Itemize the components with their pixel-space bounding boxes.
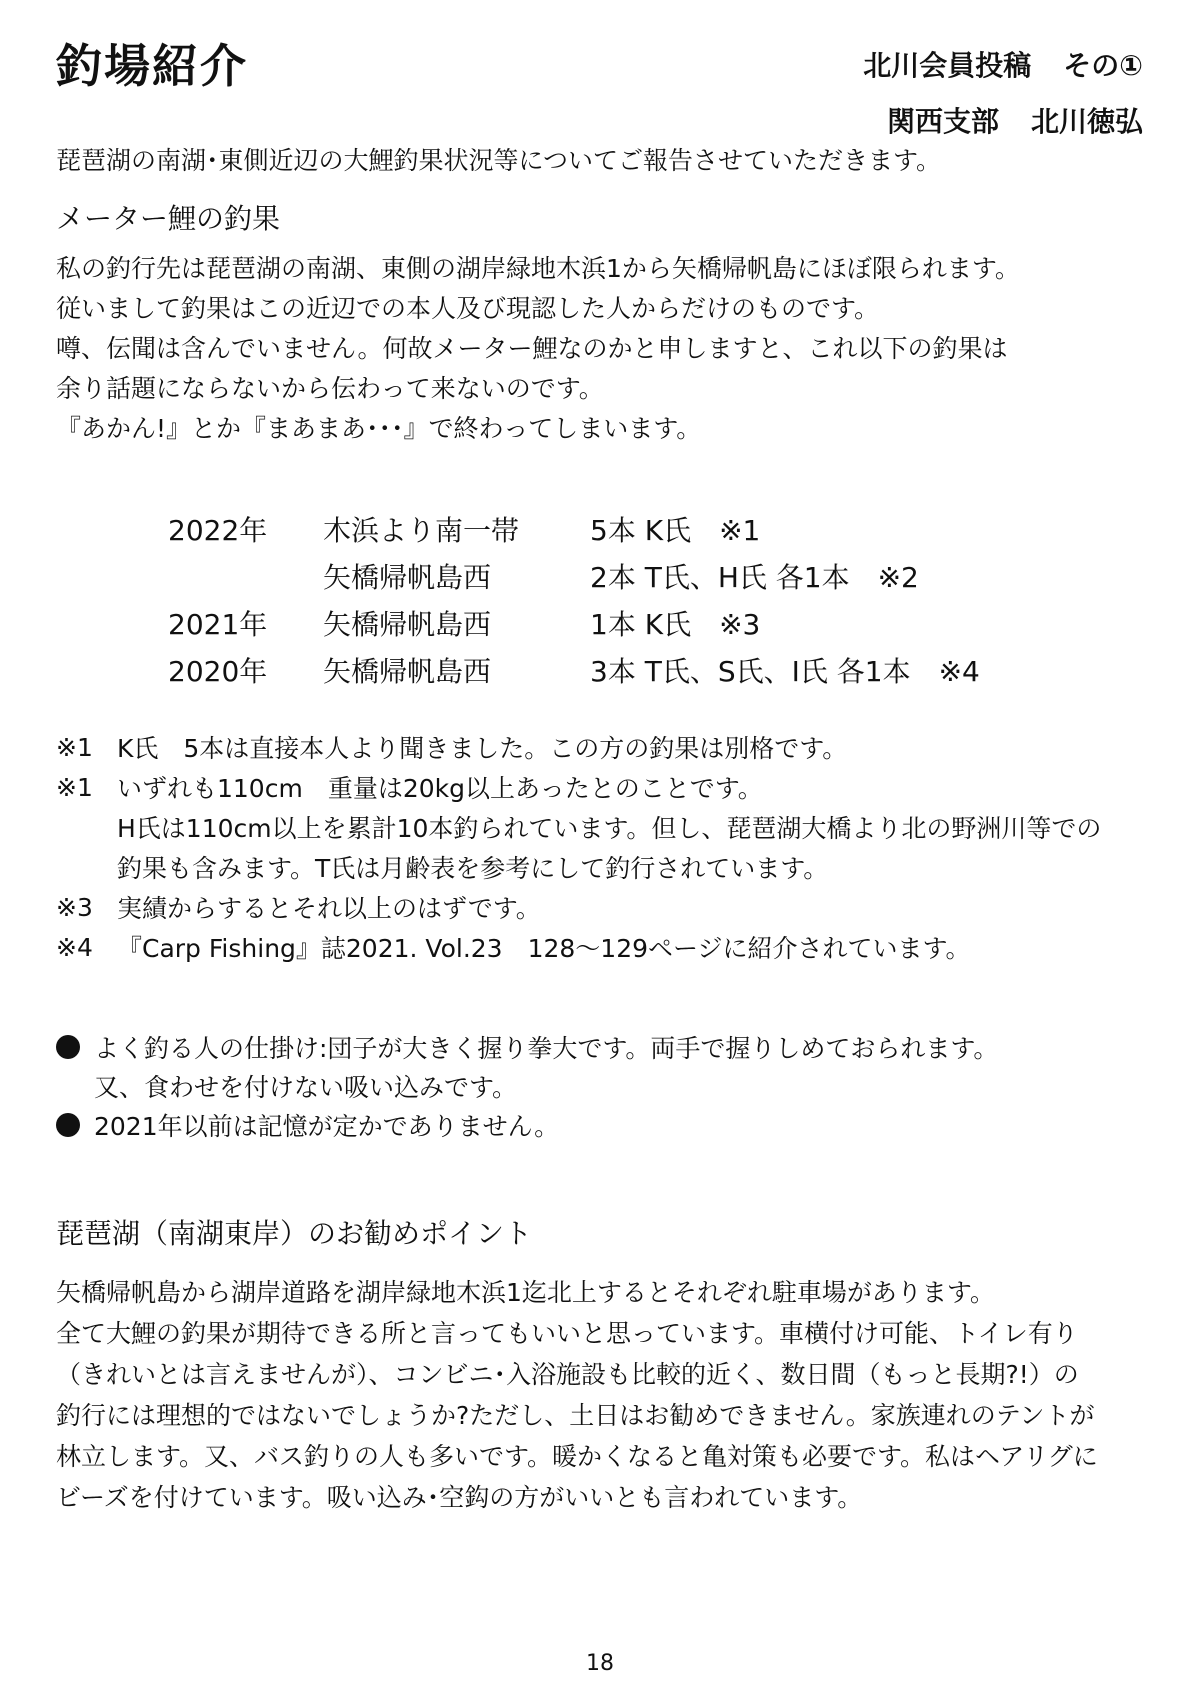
paragraph-line: 矢橋帰帆島から湖岸道路を湖岸緑地木浜1迄北上するとそれぞれ駐車場があります。 [56,1278,995,1307]
section-body-recommended-points [56,1272,1098,1518]
byline-part: その① [1063,49,1143,82]
catch-result: 2本 T氏、H氏 各1本 ※2 [590,560,919,594]
footnote [56,887,1101,927]
catch-year: 2020年 [168,654,268,688]
byline-line-1 [863,38,1143,94]
footnote-mark: ※3 [56,892,93,922]
catch-row [168,599,980,646]
paragraph-line: 噂、伝聞は含んでいません。何故メーター鯉なのかと申しますと、これ以下の釣果は [56,334,1008,363]
section-heading-recommended-points: 琵琶湖（南湖東岸）のお勧めポイント [56,1217,533,1250]
footnote-mark: ※4 [56,932,93,962]
footnote [56,927,1101,967]
catch-place: 矢橋帰帆島西 [323,607,492,641]
paragraph-line: 林立します。又、バス釣りの人も多いです。暖かくなると亀対策も必要です。私はヘアリグに [56,1442,1098,1471]
bullet-item [56,1105,998,1144]
catch-row [168,552,980,599]
bullet-list [56,1027,998,1144]
page-number: 18 [586,1651,614,1676]
catch-result: 1本 K氏 ※3 [590,607,761,641]
footnote-text: いずれも110cm 重量は20kg以上あったとのことです。 [117,774,763,803]
byline [863,38,1143,150]
paragraph-line: （きれいとは言えませんが）、コンビニ･入浴施設も比較的近く、数日間（もっと長期?!）の [56,1360,1079,1389]
bullet-text: よく釣る人の仕掛け:団子が大きく握り拳大です。両手で握りしめておられます。 [94,1033,999,1063]
footnote-text: K氏 5本は直接本人より聞きました。この方の釣果は別格です。 [117,734,848,763]
catch-year [168,552,323,599]
section-heading-meter-carp: メーター鯉の釣果 [56,202,281,235]
paragraph-line: 全て大鯉の釣果が期待できる所と言ってもいいと思っています。車横付け可能、トイレ有り [56,1319,1078,1348]
catch-place: 矢橋帰帆島西 [323,560,492,594]
footnotes [56,727,1101,967]
footnote-text: 実績からするとそれ以上のはずです。 [117,894,541,923]
catch-result: 3本 T氏、S氏、I氏 各1本 ※4 [590,654,980,688]
bullet-text: 又、食わせを付けない吸い込みです。 [94,1072,518,1102]
footnote [56,727,1101,767]
catch-year: 2022年 [168,513,268,547]
section-body-meter-carp [56,249,1020,449]
bullet-continuation [56,1066,998,1105]
paragraph-line: 『あかん!』とか『まあまあ･･･』で終わってしまいます。 [56,414,702,443]
catch-year: 2021年 [168,607,268,641]
footnote-continuation [56,807,1101,847]
byline-author: 北川徳弘 [1030,105,1143,138]
byline-branch: 関西支部 [886,105,999,138]
catch-result: 5本 K氏 ※1 [590,513,761,547]
catch-row [168,505,980,552]
byline-series: 北川会員投稿 [863,49,1032,82]
catch-row [168,646,980,693]
footnote-text: 『Carp Fishing』誌2021. Vol.23 128～129ページに紹介されています。 [117,934,971,963]
intro-text: 琵琶湖の南湖･東側近辺の大鯉釣果状況等についてご報告させていただきます。 [56,146,942,175]
footnote-text: H氏は110cm以上を累計10本釣られています。但し、琵琶湖大橋より北の野洲川等での [117,814,1102,843]
catch-table [168,505,980,693]
paragraph-line: 余り話題にならないから伝わって来ないのです。 [56,374,604,403]
catch-place: 矢橋帰帆島西 [323,654,492,688]
paragraph-line: 従いまして釣果はこの近辺での本人及び現認した人からだけのものです。 [56,294,880,323]
paragraph-line: 釣行には理想的ではないでしょうか?ただし、土日はお勧めできません。家族連れのテントが [56,1401,1095,1430]
footnote-mark: ※1 [56,732,93,762]
footnote [56,767,1101,807]
bullet-dot-icon [56,1035,80,1059]
paragraph-line: 私の釣行先は琵琶湖の南湖、東側の湖岸緑地木浜1から矢橋帰帆島にほぼ限られます。 [56,254,1020,283]
page-title: 釣場紹介 [56,39,248,93]
paragraph-line: ビーズを付けています。吸い込み･空鈎の方がいいとも言われています。 [56,1483,863,1512]
footnote-mark: ※1 [56,772,93,802]
footnote-text: 釣果も含みます。T氏は月齢表を参考にして釣行されています。 [117,854,829,883]
footnote-continuation [56,847,1101,887]
catch-place: 木浜より南一帯 [323,513,520,547]
bullet-item [56,1027,998,1066]
bullet-text: 2021年以前は記憶が定かでありません。 [94,1111,560,1141]
bullet-dot-icon [56,1113,80,1137]
